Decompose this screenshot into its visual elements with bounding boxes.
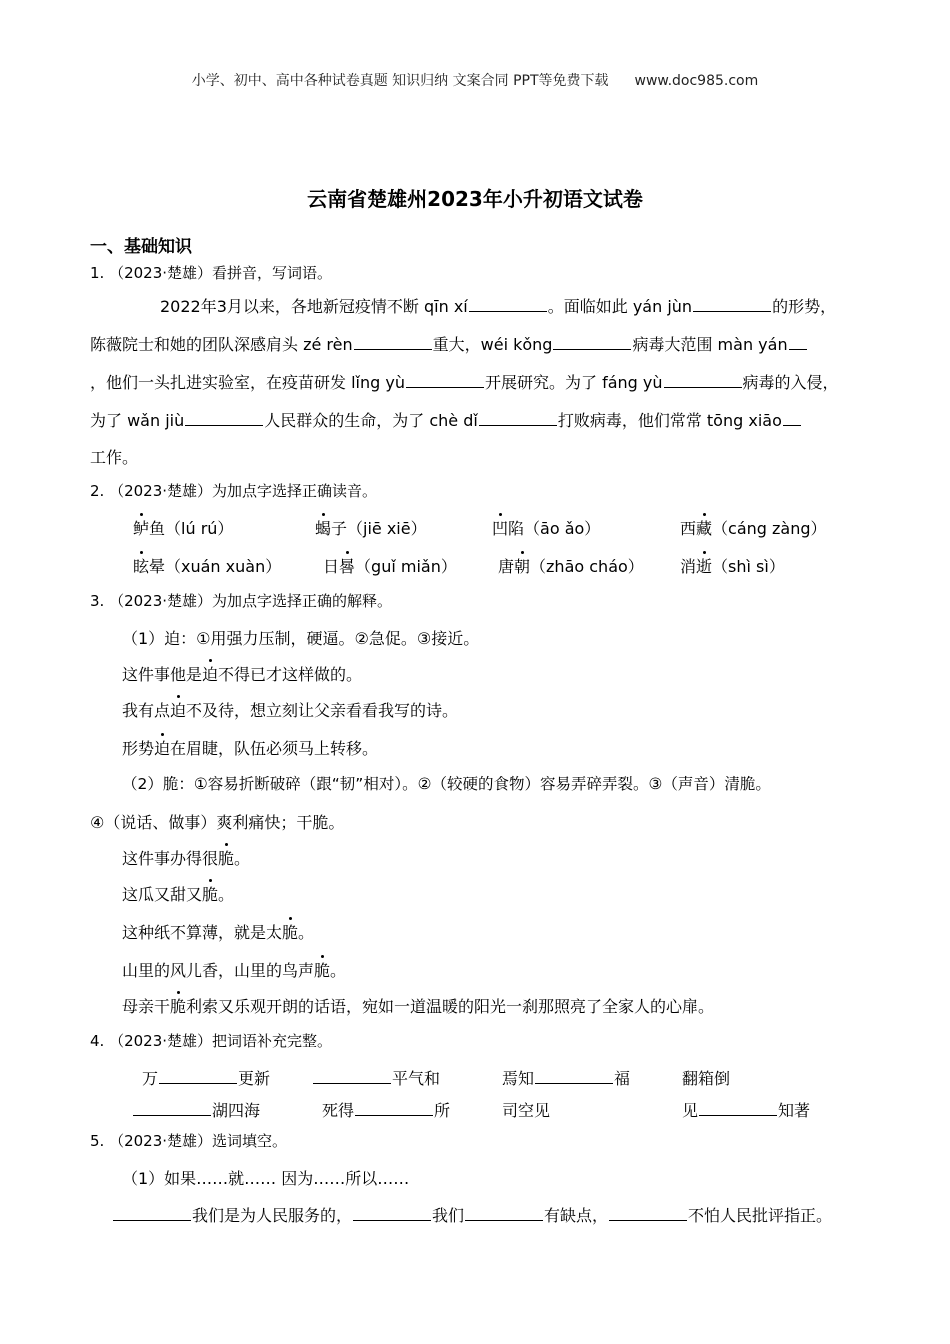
q4-item: 翻箱倒	[682, 1069, 731, 1088]
blank[interactable]	[185, 411, 263, 426]
q3-sentence	[122, 846, 250, 869]
q2-item	[323, 554, 457, 577]
text: 开展研究。为了 fáng yù	[484, 373, 663, 392]
q2-item	[133, 516, 233, 539]
text: 唐	[498, 557, 515, 576]
q1-stem: 1. （2023·楚雄）看拼音，写词语。	[90, 264, 333, 282]
text: 。	[298, 923, 315, 942]
q3-sentence	[122, 994, 714, 1017]
text: 。	[218, 885, 235, 904]
dotted-char: 脆	[314, 958, 330, 981]
text: 湖四海	[212, 1101, 261, 1120]
blank[interactable]	[159, 1069, 237, 1084]
q2-item	[133, 554, 281, 577]
dotted-char: 鲈	[133, 516, 149, 539]
q2-item	[492, 516, 600, 539]
text: 我们是为人民服务的，	[192, 1206, 353, 1225]
dotted-char: 眩	[133, 554, 149, 577]
blank[interactable]	[469, 297, 547, 312]
text: 子（jiē xiē）	[331, 519, 427, 538]
text: 福	[614, 1069, 631, 1088]
q1-line4	[90, 408, 802, 431]
text: 打败病毒，他们常常 tōng xiāo	[557, 411, 782, 430]
blank[interactable]	[465, 1206, 543, 1221]
dotted-char: 脆	[202, 882, 218, 905]
text: ，他们一头扎进实验室，在疫苗研发 lǐng yù	[90, 373, 405, 392]
q3-sentence	[122, 920, 314, 943]
text: 重大，wéi kǒng	[432, 335, 553, 354]
blank[interactable]	[553, 335, 631, 350]
q2-stem: 2. （2023·楚雄）为加点字选择正确读音。	[90, 482, 378, 500]
text: 平气和	[392, 1069, 441, 1088]
q4-item	[142, 1066, 270, 1089]
text: 万	[142, 1069, 159, 1088]
dotted-char: 逝	[696, 554, 712, 577]
blank[interactable]	[609, 1206, 687, 1221]
q3-sentence	[122, 698, 458, 721]
text: 晕（xuán xuàn）	[149, 557, 282, 576]
blank[interactable]	[664, 373, 742, 388]
q4-item	[682, 1098, 810, 1121]
q3-sentence	[122, 958, 346, 981]
dotted-char: 迫	[202, 662, 218, 685]
text: 2022年3月以来，各地新冠疫情不断 qīn xí	[160, 297, 468, 316]
text: 这瓜又甜又	[122, 885, 203, 904]
header-text: 小学、初中、高中各种试卷真题 知识归纳 文案合同 PPT等免费下载	[191, 73, 609, 89]
blank[interactable]	[479, 411, 557, 426]
blank[interactable]	[354, 335, 432, 350]
dotted-char: 脆	[218, 846, 234, 869]
text: 这件事他是	[122, 665, 203, 684]
text: 我有点	[122, 701, 171, 720]
q1-line3	[90, 370, 839, 393]
text: 西	[680, 519, 697, 538]
q3-part2-cont: ④（说话、做事）爽利痛快；干脆。	[90, 813, 345, 832]
text: 这种纸不算薄，就是太	[122, 923, 283, 942]
dotted-char: 迫	[154, 736, 170, 759]
blank[interactable]	[535, 1069, 613, 1084]
q3-stem: 3. （2023·楚雄）为加点字选择正确的解释。	[90, 592, 393, 610]
text: 不怕人民批评指正。	[688, 1206, 833, 1225]
blank[interactable]	[355, 1101, 433, 1116]
text: 利索又乐观开朗的话语，宛如一道温暖的阳光一刹那照亮了全家人的心扉。	[186, 997, 715, 1016]
q3-sentence	[122, 736, 378, 759]
blank[interactable]	[113, 1206, 191, 1221]
q2-item	[315, 516, 427, 539]
dotted-char: 迫	[170, 698, 186, 721]
blank[interactable]	[693, 297, 771, 312]
text: 所	[434, 1101, 451, 1120]
q5-stem: 5. （2023·楚雄）选词填空。	[90, 1132, 288, 1150]
text: 这件事办得很	[122, 849, 219, 868]
text: 为了 wǎn jiù	[90, 411, 185, 430]
q2-item	[680, 554, 785, 577]
text: 病毒大范围 màn yán	[632, 335, 788, 354]
q4-item	[312, 1066, 440, 1089]
blank[interactable]	[406, 373, 484, 388]
text: 鱼（lú rú）	[149, 519, 234, 538]
text: 。	[234, 849, 251, 868]
blank[interactable]	[353, 1206, 431, 1221]
text: 焉知	[502, 1069, 535, 1088]
q4-item	[322, 1098, 450, 1121]
text: 消	[680, 557, 697, 576]
q3-sentence	[122, 882, 234, 905]
dotted-char: 凹	[492, 516, 508, 539]
q3-part1: （1）迫：①用强力压制，硬逼。②急促。③接近。	[122, 629, 480, 648]
text: 在眉睫，队伍必须马上转移。	[170, 739, 379, 758]
page-header	[0, 70, 950, 90]
text: 山里的风儿香，山里的鸟声	[122, 961, 315, 980]
text: 。面临如此 yán jùn	[547, 297, 693, 316]
dotted-char: 蝎	[315, 516, 331, 539]
dotted-char: 脆	[282, 920, 298, 943]
header-site-link[interactable]: www.doc985.com	[634, 73, 759, 89]
dotted-char: 晷	[339, 554, 355, 577]
text: 死得	[322, 1101, 355, 1120]
q1-line5: 工作。	[90, 448, 139, 467]
text: （zhāo cháo）	[530, 557, 644, 576]
text: 的形势，	[772, 297, 837, 316]
text: 不得已才这样做的。	[218, 665, 363, 684]
q3-part2: （2）脆：①容易折断破碎（跟“韧”相对）。②（较硬的食物）容易弄碎弄裂。③（声音）清脆。	[122, 775, 771, 793]
q4-item	[132, 1098, 260, 1121]
dotted-char: 朝	[514, 554, 530, 577]
q4-item: 司空见	[502, 1101, 551, 1120]
blank[interactable]	[133, 1101, 211, 1116]
text: 形势	[122, 739, 155, 758]
text: 知著	[778, 1101, 811, 1120]
text: （shì sì）	[712, 557, 785, 576]
q4-stem: 4. （2023·楚雄）把词语补充完整。	[90, 1032, 333, 1050]
q2-item	[498, 554, 644, 577]
dotted-char: 藏	[696, 516, 712, 539]
text: 母亲干	[122, 997, 171, 1016]
text: 陈薇院士和她的团队深感肩头 zé rèn	[90, 335, 353, 354]
text: 病毒的入侵，	[742, 373, 839, 392]
section-heading: 一、基础知识	[90, 237, 192, 257]
blank[interactable]	[313, 1069, 391, 1084]
text: 更新	[238, 1069, 271, 1088]
text: 有缺点，	[544, 1206, 609, 1225]
text: 见	[682, 1101, 699, 1120]
text: 不及待，想立刻让父亲看看我写的诗。	[186, 701, 459, 720]
text: 陷（āo ǎo）	[508, 519, 601, 538]
q2-item	[680, 516, 827, 539]
blank[interactable]	[783, 411, 801, 426]
blank[interactable]	[699, 1101, 777, 1116]
text: （guǐ miǎn）	[355, 557, 457, 576]
q1-line1	[160, 294, 836, 317]
text: 。	[330, 961, 347, 980]
text: 日	[323, 557, 340, 576]
q1-line2	[90, 332, 808, 355]
dotted-char: 脆	[170, 994, 186, 1017]
text: 人民群众的生命，为了 chè dǐ	[264, 411, 478, 430]
page-title: 云南省楚雄州2023年小升初语文试卷	[307, 187, 643, 211]
q4-item	[502, 1066, 630, 1089]
q5-sentence	[112, 1203, 832, 1226]
text: （cáng zàng）	[712, 519, 827, 538]
text: 我们	[432, 1206, 465, 1225]
q5-part1: （1）如果……就…… 因为……所以……	[122, 1169, 410, 1188]
blank[interactable]	[789, 335, 807, 350]
q3-sentence	[122, 662, 362, 685]
